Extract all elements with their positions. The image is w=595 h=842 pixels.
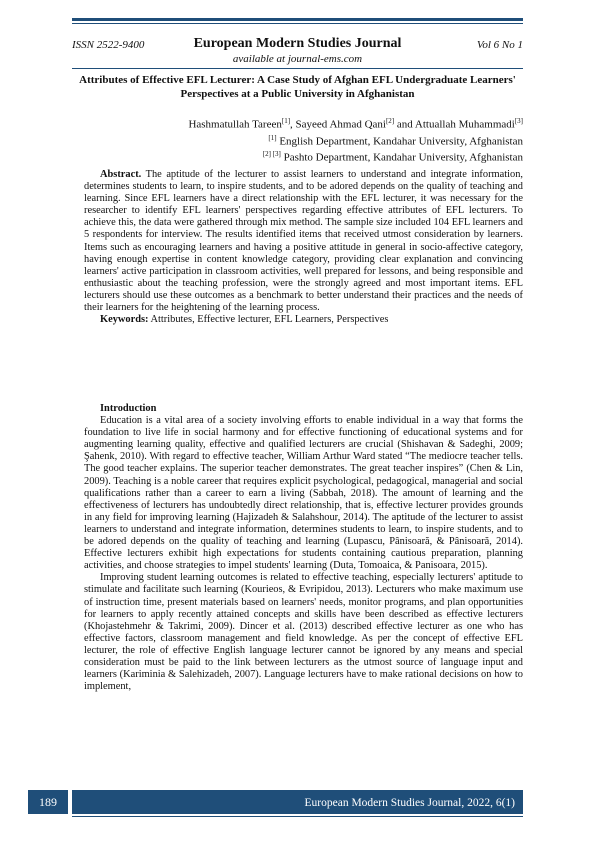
header-rule [72, 68, 523, 69]
affiliation-2-sup: [2] [3] [262, 150, 281, 159]
footer-citation: European Modern Studies Journal, 2022, 6(1) [72, 790, 523, 814]
author-2-sup: [2] [385, 117, 395, 125]
affiliation-2 [72, 148, 523, 165]
top-rule-thin [72, 23, 523, 24]
author-3: Attuallah Muhammadi [414, 118, 515, 131]
author-2: Sayeed Ahmad Qani [295, 118, 386, 131]
page-number: 189 [28, 790, 68, 814]
issn: ISSN 2522-9400 [72, 39, 145, 51]
keywords-paragraph [84, 314, 523, 326]
author-1-sup: [1] [281, 117, 291, 125]
top-rule-thick [72, 18, 523, 21]
paper-title: Attributes of Effective EFL Lecturer: A Case Study of Afghan EFL Undergraduate Learners' Perspectives at a Public University in Afghanistan [79, 74, 516, 100]
author-sep: , [290, 118, 296, 131]
intro-paragraph-2: Improving student learning outcomes is related to effective teaching, especially lecturers' aptitude to stimulate and facilitate such learning (Kourieos, & Evripidou, 2013). Lecturers who make maximum use of instruction time, present materials based on learners' needs, monitor programs, and plan opportunities for learners to apply recently attained concepts and skills have been described as effective lecturers (Khojastehmehr & Takrimi, 2009). Dincer et al. (2013) described effective lecturer as one who has effective factors, classroom management and field knowledge. As per the concept of effective EFL lecturer, the role of effective English language lecturer cannot be ignored by any means and special consideration must be paid to the link between lecturers as the utmost source of language input and learners (Kariminia & Salehizadeh, 2007). Language lecturers have to make rational decisions on how to implement, [84, 572, 523, 693]
keywords-text: Attributes, Effective lecturer, EFL Learners, Perspectives [148, 314, 389, 326]
footer-rule [72, 816, 523, 817]
volume-number: Vol 6 No 1 [476, 39, 523, 51]
abstract-paragraph [84, 169, 523, 314]
journal-header [72, 36, 523, 66]
affiliation-1-text: English Department, Kandahar University, Afghanistan [276, 135, 523, 148]
availability-link[interactable]: available at journal-ems.com [232, 53, 363, 65]
introduction-heading: Introduction [100, 403, 157, 414]
page-footer [28, 790, 523, 814]
journal-name: European Modern Studies Journal [193, 36, 402, 51]
author-sep: and [394, 118, 415, 131]
intro-paragraph-1: Education is a vital area of a society involving efforts to enable individual in a way that forms the foundation to live life in social harmony and for effective functioning of educational systems and for augmenting learning quality, effective and qualified lecturers are crucial (Shishavan & Sadeghi, 2009; Şahenk, 2010). With regard to effective teacher, William Arthur Ward stated “The mediocre teacher tells. The good teacher explains. The superior teacher demonstrates. The great teacher inspires” (Chen & Lin, 2009). Teaching is a noble career that requires explicit psychological, pedagogical, managerial and social qualifications rather than a career to earn a living (Sabbah, 2018). The amount of learning and the effectiveness of lecturers has undoubtedly direct relationship, that is, effective lecturer provides grounds in any field for improving learning (Hajizadeh & Salahshour, 2014). The aptitude of the lecturer to assist learners to understand and integrate information, determines students to learn, to inspire students, and to be adored depends on the quality of teaching and learning (Lupascu, Pânisoară, & Pânisoară, 2014). Effective lecturers exhibit high expectations for students containing cautious preparation, planning activities, and choose strategies to impel students' learning (Duta, Tomoaica, & Panisoara, 2015). [84, 415, 523, 572]
affiliation-2-text: Pashto Department, Kandahar University, Afghanistan [280, 151, 523, 164]
abstract-label: Abstract. [100, 169, 142, 180]
author-3-sup: [3] [514, 117, 523, 125]
author-1: Hashmatullah Tareen [188, 118, 282, 131]
affiliation-1-sup: [1] [268, 133, 277, 142]
authors-block [72, 115, 523, 165]
author-line [72, 115, 523, 132]
introduction-section [84, 403, 523, 693]
abstract-text: The aptitude of the lecturer to assist learners to understand and integrate information, determines students to learn, to inspire students, and to be adored depends on the quality of teaching and learning. Since EFL learners have a direct relationship with the EFL lecturer, it was necessary for the researcher to identify EFL learners' perspectives regarding effective attributes of EFL lecturers. To achieve this, the data were gathered through mix method. The sample size included 104 EFL learners and 5 respondents for interview. The results identified items that received utmost consideration by learners. Items such as encouraging learners and having a positive attitude in general in socio-affective category, having enough expertise in content knowledge category, providing clear explanation and convincing learners' active participation in classroom activities, well prepared for lessons, and being responsible and enthusiastic about the teaching profession, were the strongly agreed and most important items. EFL lecturers should use these outcomes as a benchmark to better understand their practices and the needs of their learners for the heightening of the learning process. [84, 169, 523, 314]
affiliation-1 [72, 132, 523, 149]
abstract-section [84, 169, 523, 326]
keywords-label: Keywords: [100, 314, 149, 326]
